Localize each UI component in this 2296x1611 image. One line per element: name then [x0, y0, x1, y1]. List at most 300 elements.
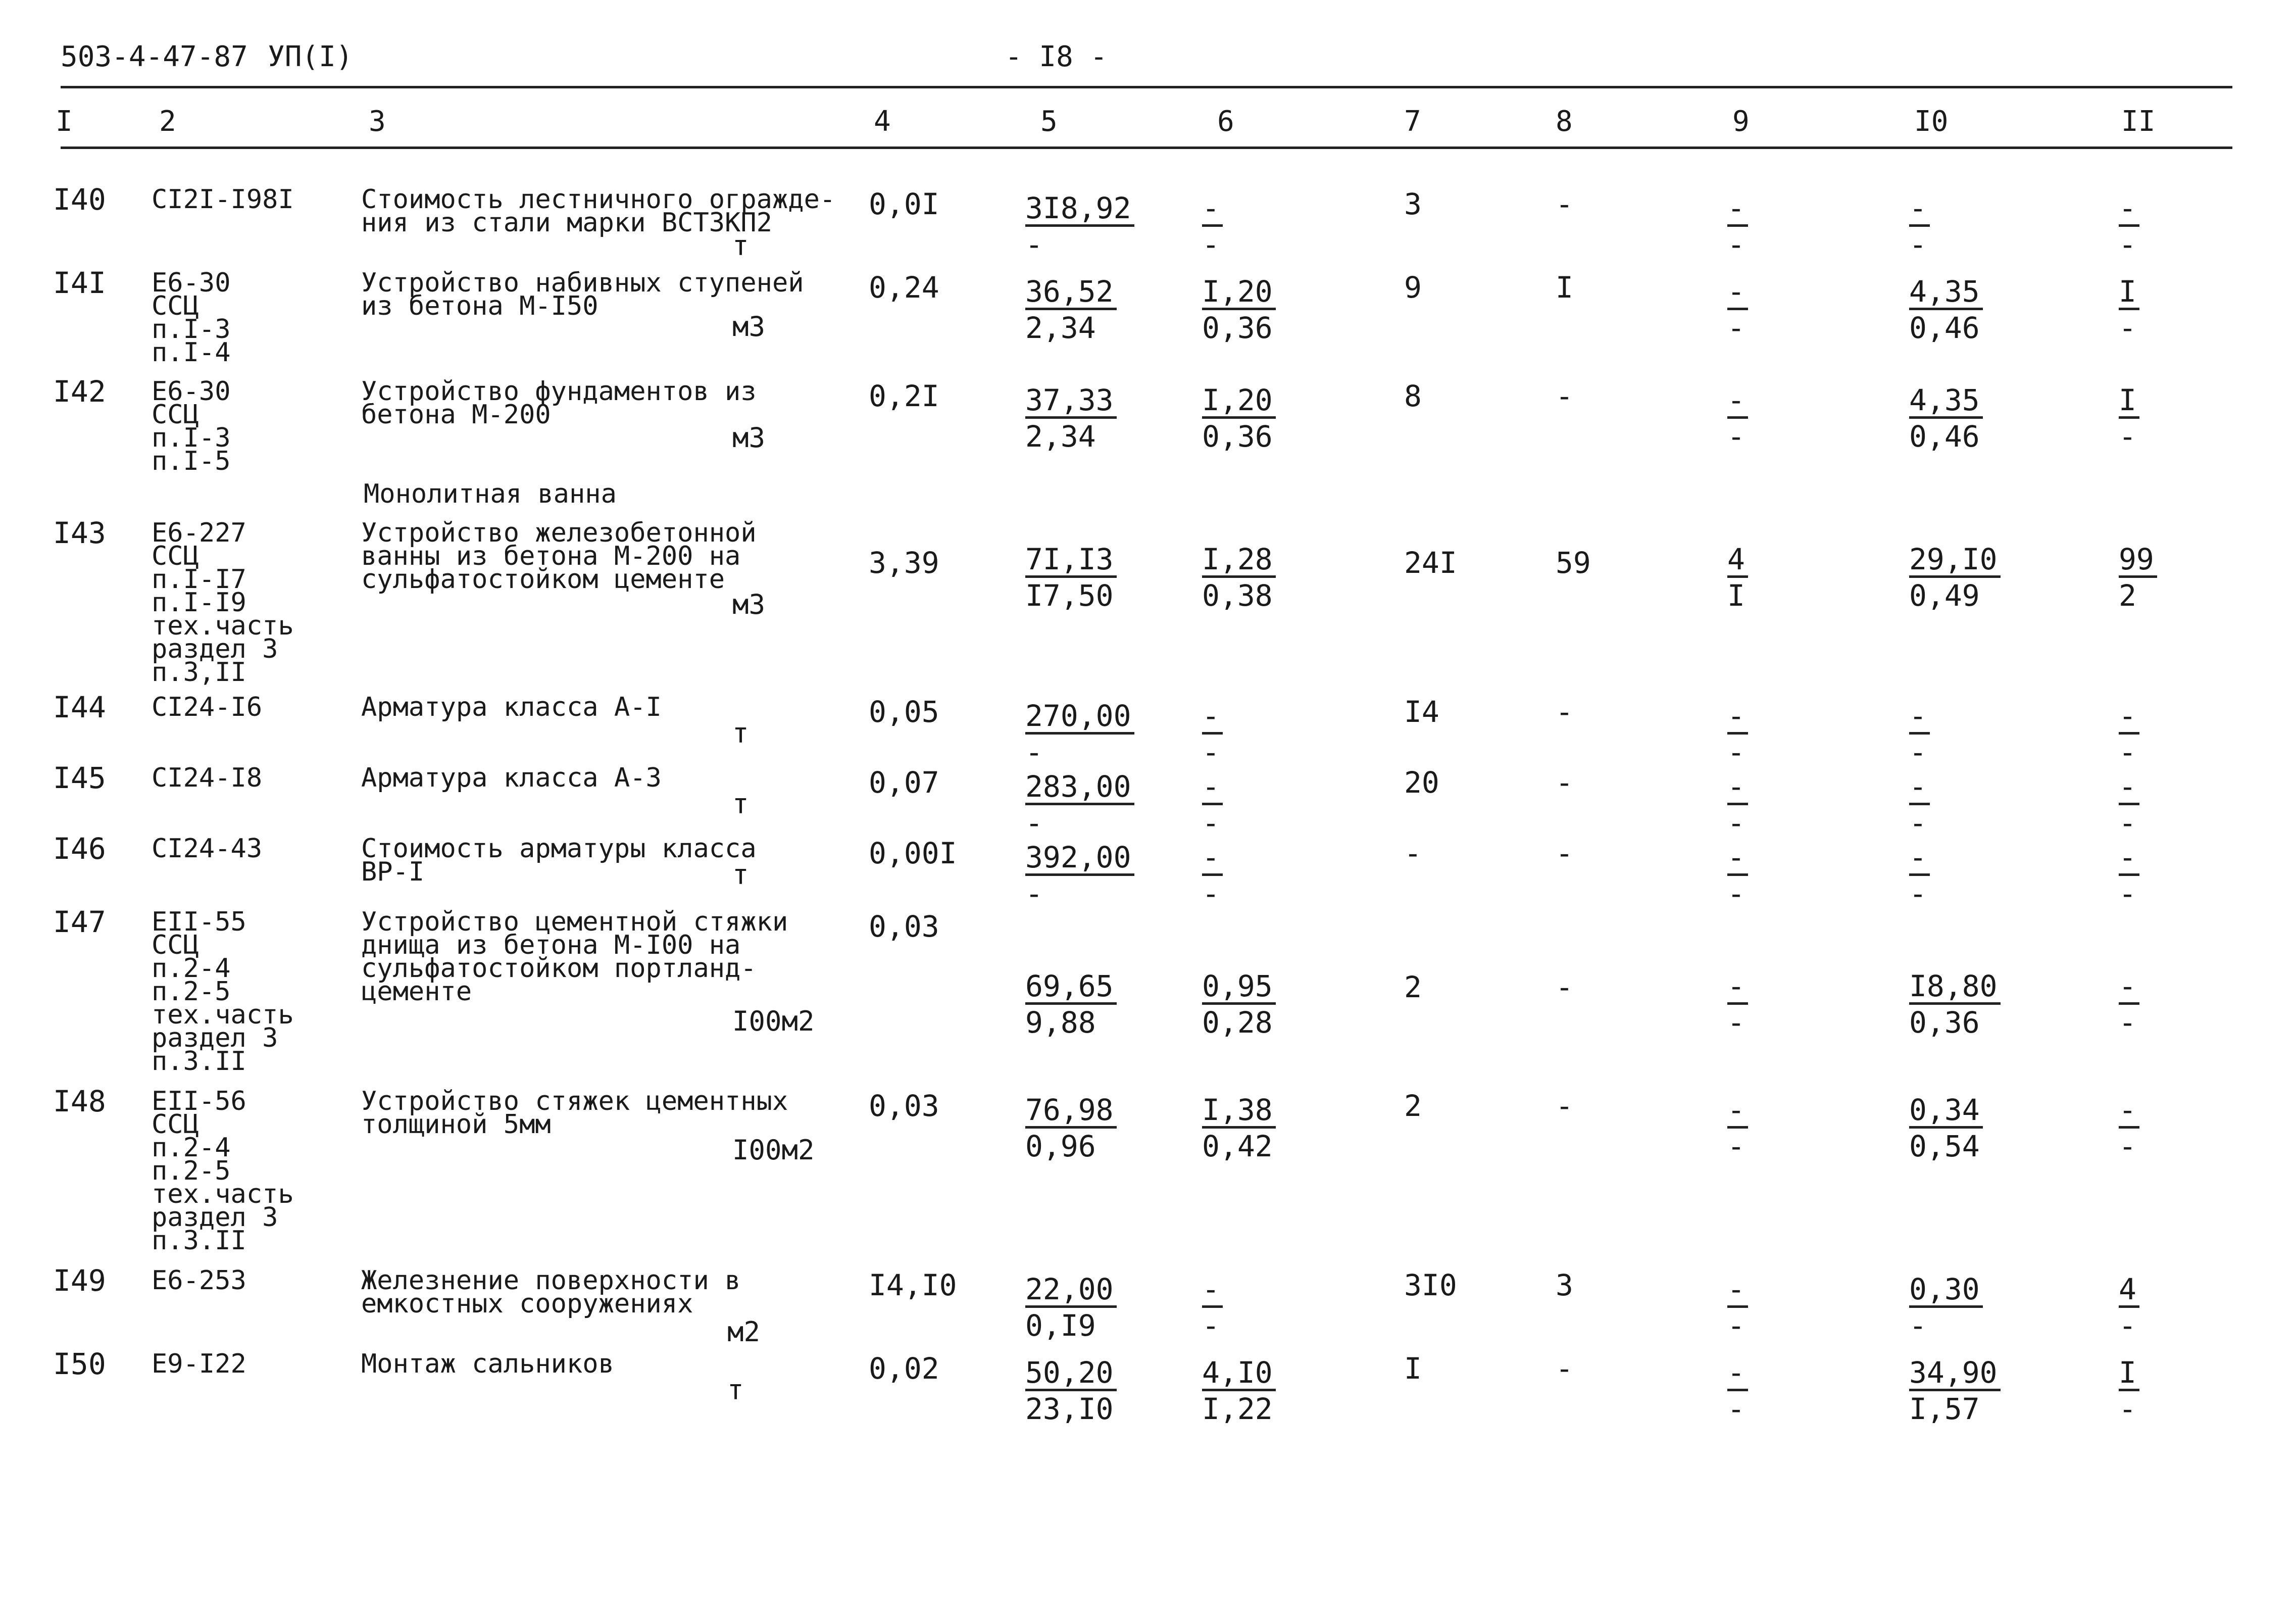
fraction-denominator: -: [1202, 876, 1220, 911]
fraction-c9: [1727, 700, 1838, 769]
value-col7: 20: [1404, 765, 1439, 800]
item-description-line: толщиной 5мм: [361, 1109, 551, 1140]
fraction-numerator: -: [1202, 1273, 1223, 1308]
fraction-c5: [1025, 841, 1136, 910]
fraction-denominator: -: [1202, 735, 1220, 769]
fraction-c9: [1727, 384, 1838, 453]
item-unit: т: [732, 859, 749, 891]
fraction-denominator: -: [1727, 806, 1745, 840]
fraction-c6: [1202, 1094, 1313, 1163]
fraction-numerator: -: [2119, 1094, 2139, 1129]
fraction-numerator: -: [2119, 770, 2139, 805]
col-1: I: [56, 105, 73, 138]
fraction-numerator: -: [1202, 770, 1223, 805]
fraction-numerator: 22,00: [1025, 1273, 1117, 1308]
fraction-c11: [2119, 841, 2230, 910]
item-code: [152, 1086, 294, 1256]
item-description-line: Арматура класса А-3: [361, 763, 662, 793]
item-description-line: Устройство набивных ступеней: [361, 268, 804, 298]
fraction-denominator: -: [2119, 1129, 2136, 1163]
item-code-line: п.2-5: [152, 977, 231, 1007]
fraction-c5: [1025, 1273, 1136, 1342]
item-description: [361, 907, 788, 1007]
fraction-denominator: -: [1202, 806, 1220, 840]
item-description-line: Устройство цементной стяжки: [361, 907, 788, 937]
doc-code: 503-4-47-87: [61, 40, 248, 73]
fraction-numerator: 0,30: [1909, 1273, 1983, 1308]
fraction-c5: [1025, 192, 1136, 261]
fraction-denominator: -: [2119, 419, 2136, 454]
fraction-numerator: I,20: [1202, 275, 1276, 310]
fraction-numerator: -: [1727, 275, 1748, 310]
value-col7: 9: [1404, 270, 1422, 305]
item-unit: I00м2: [732, 1134, 815, 1166]
row-number: I44: [53, 690, 106, 724]
item-description-line: емкостных сооружениях: [361, 1289, 693, 1319]
fraction-denominator: 0,54: [1909, 1129, 1980, 1163]
value-col8: -: [1556, 1089, 1573, 1123]
item-code-line: тех.часть: [152, 1000, 294, 1030]
item-description: [361, 184, 836, 238]
fraction-numerator: 3I8,92: [1025, 192, 1134, 227]
fraction-numerator: -: [1909, 841, 1930, 876]
fraction-denominator: 0,36: [1909, 1005, 1980, 1040]
item-code-line: п.2-4: [152, 953, 231, 984]
fraction-numerator: -: [1202, 700, 1223, 735]
fraction-c11: [2119, 192, 2230, 261]
fraction-c9: [1727, 543, 1838, 612]
item-code-line: ССЦ: [152, 1109, 199, 1140]
fraction-numerator: -: [2119, 192, 2139, 227]
item-description-line: Монтаж сальников: [361, 1349, 614, 1379]
fraction-denominator: -: [1909, 806, 1927, 840]
fraction-denominator: -: [1202, 227, 1220, 262]
item-code-line: п.I-3: [152, 423, 231, 453]
item-code: [152, 1349, 246, 1379]
item-description-line: Арматура класса А-I: [361, 692, 662, 722]
value-col7: 24I: [1404, 546, 1457, 580]
fraction-denominator: -: [2119, 1308, 2136, 1343]
fraction-c10: [1909, 770, 2020, 840]
fraction-c11: [2119, 1273, 2230, 1342]
fraction-c5: [1025, 1356, 1136, 1426]
value-col8: I: [1556, 270, 1573, 305]
item-unit: м2: [727, 1316, 761, 1348]
fraction-c9: [1727, 1273, 1838, 1342]
fraction-denominator: 0,42: [1202, 1129, 1273, 1163]
fraction-denominator: -: [2119, 1005, 2136, 1040]
item-unit: т: [732, 717, 749, 749]
item-code-line: Е6-30: [152, 376, 231, 407]
row-number: I43: [53, 516, 106, 550]
value-col7: 3: [1404, 187, 1422, 221]
item-description-line: ВР-I: [361, 857, 425, 887]
item-code: [152, 268, 231, 368]
fraction-numerator: 270,00: [1025, 700, 1134, 735]
fraction-denominator: -: [1727, 227, 1745, 262]
fraction-denominator: -: [1727, 1308, 1745, 1343]
fraction-denominator: -: [1909, 227, 1927, 262]
fraction-denominator: 0,49: [1909, 578, 1980, 613]
value-col7: 8: [1404, 379, 1422, 413]
fraction-denominator: -: [2119, 1392, 2136, 1426]
fraction-numerator: -: [1727, 700, 1748, 735]
item-code-line: Е6-253: [152, 1265, 246, 1296]
fraction-c11: [2119, 700, 2230, 769]
fraction-denominator: I7,50: [1025, 578, 1114, 613]
row-number: I50: [53, 1347, 106, 1381]
item-description-line: ванны из бетона М-200 на: [361, 541, 741, 571]
item-code-line: Е9-I22: [152, 1349, 246, 1379]
value-col8: 59: [1556, 546, 1591, 580]
item-code-line: раздел 3: [152, 1202, 278, 1233]
item-code-line: п.I-4: [152, 337, 231, 368]
fraction-denominator: 0,96: [1025, 1129, 1096, 1163]
item-description: [361, 763, 662, 793]
fraction-c10: [1909, 1094, 2020, 1163]
value-col7: -: [1404, 836, 1422, 870]
fraction-c10: [1909, 192, 2020, 261]
fraction-c11: [2119, 384, 2230, 453]
fraction-c5: [1025, 770, 1136, 840]
item-code-line: п.2-4: [152, 1133, 231, 1163]
item-unit: м3: [732, 311, 766, 343]
value-col7: 2: [1404, 970, 1422, 1004]
item-description-line: Устройство железобетонной: [361, 518, 757, 548]
item-description-line: ния из стали марки ВСТ3КП2: [361, 208, 772, 238]
fraction-denominator: -: [2119, 227, 2136, 262]
fraction-c11: [2119, 543, 2230, 612]
album-label: УП(I): [268, 40, 353, 73]
item-code-line: п.I-5: [152, 446, 231, 476]
item-unit: т: [732, 788, 749, 820]
item-code: [152, 907, 294, 1077]
fraction-denominator: -: [1727, 1392, 1745, 1426]
fraction-numerator: -: [1727, 1356, 1748, 1391]
fraction-numerator: -: [1909, 192, 1930, 227]
fraction-numerator: 76,98: [1025, 1094, 1117, 1129]
fraction-denominator: -: [1727, 311, 1745, 345]
fraction-denominator: -: [1727, 876, 1745, 911]
item-quantity: 0,02: [869, 1351, 939, 1386]
fraction-numerator: 4,35: [1909, 275, 1983, 310]
fraction-c9: [1727, 841, 1838, 910]
item-code: [152, 376, 231, 476]
fraction-numerator: I: [2119, 1356, 2139, 1391]
item-description: [361, 1265, 741, 1319]
fraction-numerator: -: [2119, 841, 2139, 876]
col-8: 8: [1556, 105, 1573, 138]
fraction-denominator: 2: [2119, 578, 2136, 613]
fraction-numerator: -: [1727, 1094, 1748, 1129]
value-col7: I: [1404, 1351, 1422, 1386]
item-code-line: тех.часть: [152, 1179, 294, 1209]
fraction-numerator: I,20: [1202, 384, 1276, 419]
item-quantity: 3,39: [869, 546, 939, 580]
item-description-line: Железнение поверхности в: [361, 1265, 741, 1296]
item-code-line: ССЦ: [152, 291, 199, 321]
top-rule: [61, 86, 2232, 88]
fraction-c5: [1025, 275, 1136, 345]
item-code-line: ЕII-55: [152, 907, 246, 937]
fraction-denominator: -: [2119, 311, 2136, 345]
fraction-c9: [1727, 1356, 1838, 1426]
fraction-numerator: -: [1727, 1273, 1748, 1308]
item-code: [152, 834, 263, 864]
value-col8: -: [1556, 970, 1573, 1004]
row-number: I42: [53, 374, 106, 409]
fraction-numerator: 50,20: [1025, 1356, 1117, 1391]
fraction-c6: [1202, 700, 1313, 769]
item-description: [361, 1349, 614, 1379]
item-description: [361, 834, 757, 887]
item-description: [361, 376, 757, 430]
item-quantity: 0,03: [869, 1089, 939, 1123]
value-col8: -: [1556, 836, 1573, 870]
fraction-c6: [1202, 1356, 1313, 1426]
fraction-numerator: 4: [2119, 1273, 2139, 1308]
fraction-c11: [2119, 275, 2230, 345]
fraction-c5: [1025, 970, 1136, 1039]
item-description-line: Устройство фундаментов из: [361, 376, 757, 407]
fraction-denominator: 9,88: [1025, 1005, 1096, 1040]
fraction-numerator: -: [2119, 700, 2139, 735]
fraction-c9: [1727, 275, 1838, 345]
item-quantity: 0,24: [869, 270, 939, 305]
item-description-line: Стоимость лестничного огражде-: [361, 184, 836, 215]
fraction-c6: [1202, 543, 1313, 612]
fraction-denominator: I,57: [1909, 1392, 1980, 1426]
item-description-line: Стоимость арматуры класса: [361, 834, 757, 864]
col-10: I0: [1914, 105, 1949, 138]
fraction-c11: [2119, 1356, 2230, 1426]
item-quantity: 0,00I: [869, 836, 957, 870]
fraction-denominator: I,22: [1202, 1392, 1273, 1426]
value-col8: 3: [1556, 1268, 1573, 1302]
fraction-denominator: -: [1727, 1129, 1745, 1163]
fraction-numerator: -: [1727, 384, 1748, 419]
fraction-c10: [1909, 1273, 2020, 1342]
fraction-c10: [1909, 275, 2020, 345]
fraction-numerator: 4,35: [1909, 384, 1983, 419]
fraction-denominator: -: [1025, 227, 1043, 262]
fraction-denominator: -: [2119, 806, 2136, 840]
item-code-line: ССЦ: [152, 930, 199, 960]
fraction-numerator: -: [1727, 841, 1748, 876]
fraction-c10: [1909, 700, 2020, 769]
item-description-line: из бетона М-I50: [361, 291, 598, 321]
fraction-denominator: -: [1727, 735, 1745, 769]
fraction-denominator: 2,34: [1025, 419, 1096, 454]
fraction-denominator: -: [1909, 876, 1927, 911]
fraction-c5: [1025, 1094, 1136, 1163]
item-code-line: ЕII-56: [152, 1086, 246, 1116]
value-col8: -: [1556, 379, 1573, 413]
fraction-numerator: I8,80: [1909, 970, 2001, 1005]
item-description-line: бетона М-200: [361, 400, 551, 430]
value-col8: -: [1556, 1351, 1573, 1386]
fraction-denominator: 0,36: [1202, 311, 1273, 345]
fraction-denominator: -: [1025, 735, 1043, 769]
fraction-c6: [1202, 192, 1313, 261]
fraction-c6: [1202, 1273, 1313, 1342]
fraction-denominator: -: [1727, 1005, 1745, 1040]
item-quantity: 0,07: [869, 765, 939, 800]
fraction-c5: [1025, 700, 1136, 769]
col-4: 4: [874, 105, 891, 138]
fraction-numerator: 99: [2119, 543, 2157, 578]
item-code-line: CI24-I8: [152, 763, 263, 793]
item-unit: м3: [732, 422, 766, 454]
fraction-c6: [1202, 970, 1313, 1039]
fraction-c10: [1909, 841, 2020, 910]
col-5: 5: [1040, 105, 1058, 138]
fraction-numerator: 0,34: [1909, 1094, 1983, 1129]
item-description-line: сульфатостойком цементе: [361, 564, 725, 595]
col-3: 3: [369, 105, 386, 138]
fraction-numerator: 0,95: [1202, 970, 1276, 1005]
fraction-denominator: -: [1025, 806, 1043, 840]
item-unit: I00м2: [732, 1005, 815, 1037]
item-code-line: CI24-43: [152, 834, 263, 864]
fraction-numerator: I: [2119, 275, 2139, 310]
fraction-numerator: 4: [1727, 543, 1748, 578]
item-code-line: п.3.II: [152, 1046, 246, 1077]
item-code-line: п.I-I9: [152, 588, 246, 618]
fraction-c10: [1909, 543, 2020, 612]
item-code-line: п.2-5: [152, 1156, 231, 1186]
fraction-denominator: 0,36: [1202, 419, 1273, 454]
fraction-numerator: -: [1727, 770, 1748, 805]
item-code-line: п.I-3: [152, 314, 231, 345]
value-col8: -: [1556, 187, 1573, 221]
item-code-line: п.I-I7: [152, 564, 246, 595]
item-code-line: CI2I-I98I: [152, 184, 294, 215]
item-quantity: 0,05: [869, 695, 939, 729]
section-title: Монолитная ванна: [364, 479, 617, 509]
col-7: 7: [1404, 105, 1421, 138]
value-col8: -: [1556, 765, 1573, 800]
col-11: II: [2121, 105, 2156, 138]
row-number: I49: [53, 1263, 106, 1298]
item-code-line: Е6-30: [152, 268, 231, 298]
fraction-denominator: -: [1025, 876, 1043, 911]
item-code-line: тех.часть: [152, 611, 294, 641]
fraction-denominator: 0,46: [1909, 311, 1980, 345]
item-code: [152, 692, 263, 722]
fraction-numerator: I,28: [1202, 543, 1276, 578]
item-unit: т: [727, 1374, 744, 1406]
item-description-line: цементе: [361, 977, 472, 1007]
fraction-denominator: -: [1727, 419, 1745, 454]
fraction-c11: [2119, 970, 2230, 1039]
fraction-c9: [1727, 970, 1838, 1039]
item-code-line: ССЦ: [152, 541, 199, 571]
fraction-c5: [1025, 384, 1136, 453]
item-code: [152, 518, 294, 688]
item-quantity: 0,0I: [869, 187, 939, 221]
fraction-numerator: 392,00: [1025, 841, 1134, 876]
item-description: [361, 518, 757, 595]
fraction-c10: [1909, 1356, 2020, 1426]
item-code: [152, 1265, 246, 1296]
item-code-line: раздел 3: [152, 1023, 278, 1053]
item-code-line: Е6-227: [152, 518, 246, 548]
fraction-denominator: -: [1202, 1308, 1220, 1343]
fraction-c6: [1202, 384, 1313, 453]
fraction-numerator: -: [1202, 192, 1223, 227]
item-description-line: сульфатостойком портланд-: [361, 953, 757, 984]
fraction-denominator: -: [1909, 735, 1927, 769]
item-unit: м3: [732, 589, 766, 620]
value-col7: 2: [1404, 1089, 1422, 1123]
fraction-c5: [1025, 543, 1136, 612]
row-number: I45: [53, 761, 106, 795]
item-code-line: CI24-I6: [152, 692, 263, 722]
fraction-c6: [1202, 275, 1313, 345]
fraction-numerator: 69,65: [1025, 970, 1117, 1005]
row-number: I47: [53, 905, 106, 939]
fraction-numerator: -: [1909, 700, 1930, 735]
fraction-denominator: -: [2119, 735, 2136, 769]
fraction-c11: [2119, 1094, 2230, 1163]
col-2: 2: [159, 105, 176, 138]
item-code-line: п.3.II: [152, 1226, 246, 1256]
item-code-line: раздел 3: [152, 634, 278, 664]
fraction-c6: [1202, 770, 1313, 840]
row-number: I48: [53, 1084, 106, 1118]
fraction-numerator: -: [1202, 841, 1223, 876]
item-code-line: п.3,II: [152, 657, 246, 688]
fraction-c9: [1727, 192, 1838, 261]
fraction-numerator: 4,I0: [1202, 1356, 1276, 1391]
fraction-denominator: 0,28: [1202, 1005, 1273, 1040]
fraction-c6: [1202, 841, 1313, 910]
item-description-line: Устройство стяжек цементных: [361, 1086, 788, 1116]
value-col8: -: [1556, 695, 1573, 729]
value-col7: 3I0: [1404, 1268, 1457, 1302]
item-quantity: 0,03: [869, 909, 939, 944]
row-number: I46: [53, 832, 106, 866]
fraction-numerator: -: [2119, 970, 2139, 1005]
item-description: [361, 1086, 788, 1140]
fraction-denominator: 0,38: [1202, 578, 1273, 613]
fraction-numerator: -: [1727, 192, 1748, 227]
item-code: [152, 184, 294, 215]
fraction-denominator: 2,34: [1025, 311, 1096, 345]
fraction-c10: [1909, 970, 2020, 1039]
fraction-denominator: 0,I9: [1025, 1308, 1096, 1343]
fraction-denominator: -: [1909, 1308, 1927, 1343]
item-description: [361, 692, 662, 722]
fraction-numerator: 36,52: [1025, 275, 1117, 310]
fraction-numerator: 37,33: [1025, 384, 1117, 419]
item-description-line: днища из бетона М-I00 на: [361, 930, 741, 960]
fraction-numerator: 29,I0: [1909, 543, 2001, 578]
fraction-denominator: -: [2119, 876, 2136, 911]
item-unit: т: [732, 230, 749, 262]
fraction-numerator: I,38: [1202, 1094, 1276, 1129]
page-number: - I8 -: [1005, 40, 1108, 73]
fraction-numerator: 7I,I3: [1025, 543, 1117, 578]
item-quantity: I4,I0: [869, 1268, 957, 1302]
col-9: 9: [1732, 105, 1750, 138]
row-number: I40: [53, 182, 106, 217]
row-number: I4I: [53, 266, 106, 300]
item-quantity: 0,2I: [869, 379, 939, 413]
fraction-denominator: 0,46: [1909, 419, 1980, 454]
fraction-c11: [2119, 770, 2230, 840]
